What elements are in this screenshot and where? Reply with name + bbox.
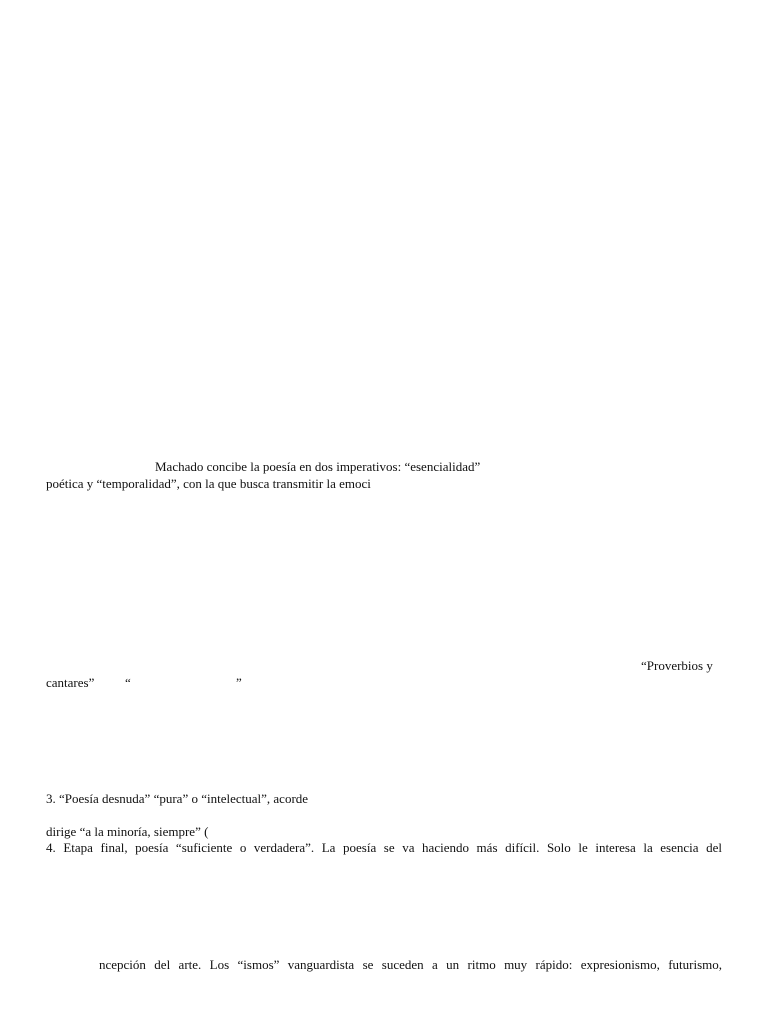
text-line-poesia-desnuda: 3. “Poesía desnuda” “pura” o “intelectual”, acorde: [46, 791, 309, 806]
text-line-dirige-minoria: dirige “a la minoría, siempre” (: [46, 824, 209, 839]
text-line-concepcion-arte: ncepción del arte. Los “ismos” vanguardista se suceden a un ritmo muy rápido: expresionismo, futurismo,: [99, 957, 722, 972]
text-line-proverbios: “Proverbios y: [641, 658, 713, 673]
text-line-machado-concibe: Machado concibe la poesía en dos imperativos: “esencialidad”: [155, 459, 481, 474]
text-line-etapa-final: 4. Etapa final, poesía “suficiente o verdadera”. La poesía se va haciendo más difícil. Solo le interesa la esencia del: [46, 840, 722, 855]
text-line-cantares: cantares”: [46, 675, 95, 690]
close-quote-mark: ”: [236, 675, 242, 690]
open-quote-mark: “: [125, 675, 131, 690]
text-line-poetica-temporalidad: poética y “temporalidad”, con la que busca transmitir la emoci: [46, 476, 371, 491]
